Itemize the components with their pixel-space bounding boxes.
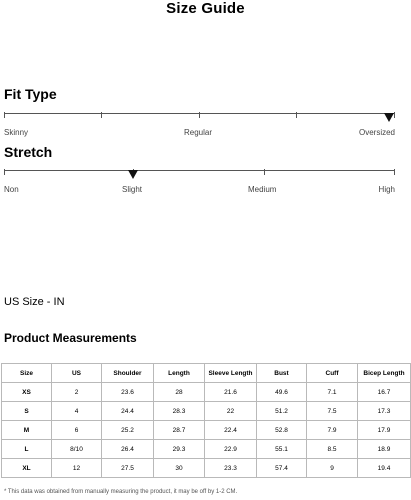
fit-type-tick [296, 112, 297, 118]
stretch-tick [394, 169, 395, 175]
table-cell: 57.4 [257, 459, 307, 478]
fit-type-marker-icon [384, 113, 394, 122]
table-cell: 17.3 [358, 402, 411, 421]
stretch-label-slight: Slight [122, 185, 143, 194]
table-cell: 12 [52, 459, 102, 478]
fit-type-label-regular: Regular [184, 128, 213, 137]
table-cell: XL [2, 459, 52, 478]
stretch-heading: Stretch [4, 144, 53, 160]
table-cell: 2 [52, 383, 102, 402]
us-size-label: US Size - IN [4, 296, 65, 308]
column-header: Cuff [307, 364, 358, 383]
table-cell: 49.6 [257, 383, 307, 402]
fit-type-tick [199, 112, 200, 118]
table-cell: 18.9 [358, 440, 411, 459]
fit-type-tick [4, 112, 5, 118]
column-header: Sleeve Length [205, 364, 257, 383]
table-cell: 25.2 [102, 421, 154, 440]
table-cell: 17.9 [358, 421, 411, 440]
fit-type-label-skinny: Skinny [4, 128, 29, 137]
table-cell: 4 [52, 402, 102, 421]
table-header-row [2, 364, 411, 383]
table-cell: 29.3 [154, 440, 205, 459]
stretch-scale [4, 170, 395, 200]
table-cell: XS [2, 383, 52, 402]
column-header: Bust [257, 364, 307, 383]
fit-type-tick [101, 112, 102, 118]
stretch-label-non: Non [4, 185, 19, 194]
table-row [2, 421, 411, 440]
table-cell: 24.4 [102, 402, 154, 421]
table-cell: L [2, 440, 52, 459]
product-measurements-heading: Product Measurements [4, 331, 137, 345]
table-cell: 55.1 [257, 440, 307, 459]
table-row [2, 459, 411, 478]
table-cell: 27.5 [102, 459, 154, 478]
table-cell: 28.3 [154, 402, 205, 421]
table-cell: 6 [52, 421, 102, 440]
table-cell: 23.6 [102, 383, 154, 402]
table-cell: 7.5 [307, 402, 358, 421]
table-cell: 52.8 [257, 421, 307, 440]
stretch-scale-line [4, 170, 395, 171]
fit-type-tick [394, 112, 395, 118]
size-table [1, 363, 411, 478]
table-row [2, 440, 411, 459]
stretch-tick [4, 169, 5, 175]
stretch-label-medium: Medium [248, 185, 277, 194]
table-cell: S [2, 402, 52, 421]
column-header: Bicep Length [358, 364, 411, 383]
stretch-marker-icon [128, 170, 138, 179]
table-row [2, 383, 411, 402]
table-cell: 22.9 [205, 440, 257, 459]
table-cell: 22 [205, 402, 257, 421]
table-cell: 16.7 [358, 383, 411, 402]
fit-type-label-oversized: Oversized [358, 128, 395, 137]
column-header: US [52, 364, 102, 383]
table-cell: 26.4 [102, 440, 154, 459]
page-title: Size Guide [166, 0, 245, 17]
stretch-label-high: High [378, 185, 395, 194]
stretch-tick [264, 169, 265, 175]
table-cell: 7.1 [307, 383, 358, 402]
fit-type-scale [4, 113, 395, 143]
table-cell: 23.3 [205, 459, 257, 478]
table-cell: 51.2 [257, 402, 307, 421]
table-cell: 30 [154, 459, 205, 478]
table-row [2, 402, 411, 421]
table-cell: 7.9 [307, 421, 358, 440]
table-cell: 28 [154, 383, 205, 402]
table-cell: 8/10 [52, 440, 102, 459]
table-cell: 21.6 [205, 383, 257, 402]
table-cell: 9 [307, 459, 358, 478]
table-cell: M [2, 421, 52, 440]
column-header: Size [2, 364, 52, 383]
column-header: Length [154, 364, 205, 383]
table-cell: 8.5 [307, 440, 358, 459]
footnote: * This data was obtained from manually measuring the product, it may be off by 1-2 CM. [4, 489, 238, 495]
column-header: Shoulder [102, 364, 154, 383]
table-cell: 19.4 [358, 459, 411, 478]
fit-type-heading: Fit Type [4, 86, 57, 102]
table-cell: 28.7 [154, 421, 205, 440]
table-cell: 22.4 [205, 421, 257, 440]
